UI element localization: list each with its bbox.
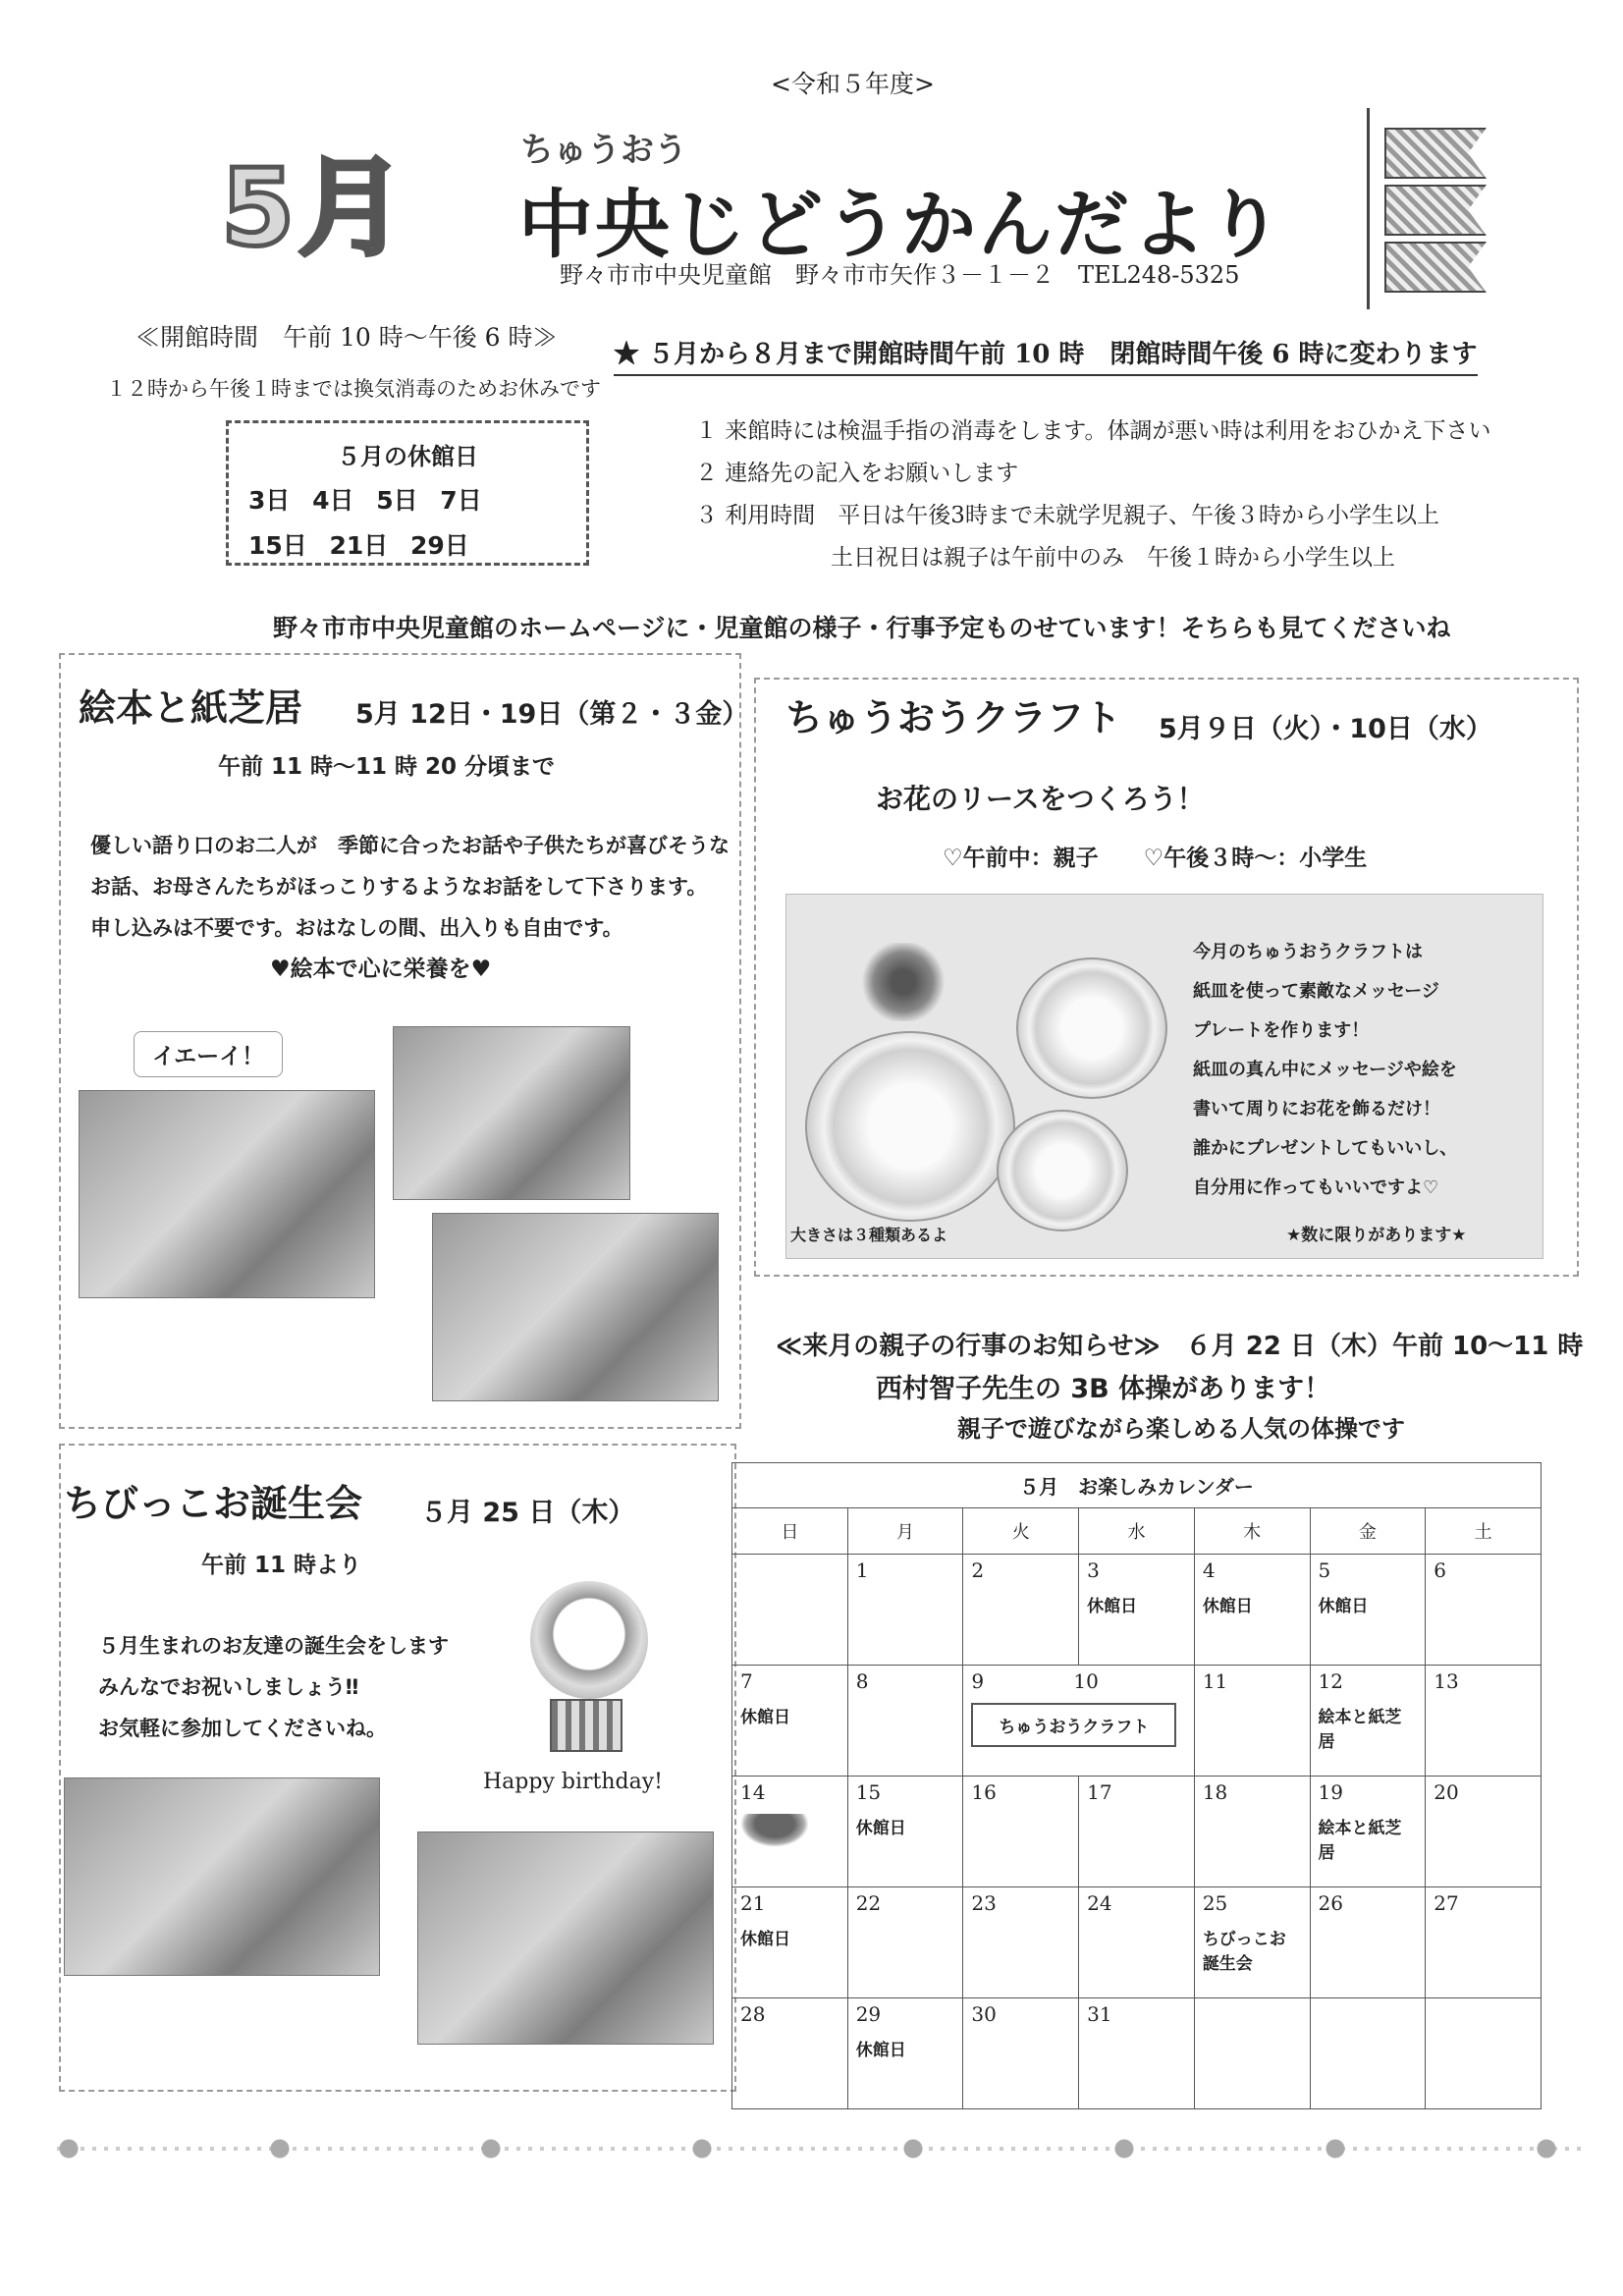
rule-item: 土日祝日は親子は午前中のみ 午後１時から小学生以上 — [831, 545, 1395, 571]
calendar-week-row — [732, 1777, 1542, 1887]
calendar-day-cell — [847, 1887, 963, 1998]
day-number: 4 — [1202, 1558, 1216, 1582]
craft-date: 5月９日（火）・10日（水） — [1159, 714, 1492, 744]
calendar-week-row — [732, 1887, 1542, 1998]
calendar-week-row — [732, 1998, 1542, 2109]
birthday-body-line: ５月生まれのお友達の誕生会をします — [98, 1634, 449, 1658]
weekday-header: 金 — [1310, 1508, 1426, 1555]
closed-days-row: 15日 21日 29日 — [248, 531, 469, 560]
calendar-day-cell — [1310, 1777, 1426, 1887]
day-number: 5 — [1318, 1558, 1331, 1582]
calendar-day-cell — [1310, 1998, 1426, 2109]
homepage-note: 野々市市中央児童館のホームページに・児童館の様子・行事予定ものせています！そちらも見てくださいね — [273, 614, 1451, 642]
calendar-day-cell — [847, 1666, 963, 1777]
birthday-body-line: みんなでお祝いしましょう‼ — [98, 1675, 359, 1699]
calendar-day-cell — [963, 1998, 1079, 2109]
calendar-day-cell — [1426, 1555, 1542, 1666]
carp-streamer-icon — [1384, 128, 1487, 179]
calendar-day-cell — [963, 1666, 1194, 1777]
birthday-photo — [417, 1831, 714, 2045]
wreath-image — [997, 1110, 1128, 1231]
craft-desc-line: 書いて周りにお花を飾るだけ！ — [1193, 1099, 1440, 1120]
flower-decoration — [859, 943, 947, 1021]
day-number: 27 — [1434, 1891, 1459, 1915]
calendar-day-cell — [732, 1887, 848, 1998]
calendar-week-row — [732, 1666, 1542, 1777]
ehon-time: 午前 11 時～11 時 20 分頃まで — [218, 754, 556, 780]
craft-targets: ♡午前中：親子 ♡午後３時～：小学生 — [943, 846, 1368, 871]
calendar-day-cell — [1426, 1666, 1542, 1777]
craft-desc-line: 紙皿の真ん中にメッセージや絵を — [1193, 1060, 1457, 1080]
calendar-day-cell — [1079, 1998, 1195, 2109]
birthday-title: ちびっこお誕生会 — [64, 1482, 363, 1525]
carp-streamer-pole — [1367, 108, 1370, 309]
calendar-weekday-row — [732, 1508, 1542, 1555]
craft-desc-line: プレートを作ります！ — [1193, 1020, 1370, 1041]
day-number: 9 — [971, 1669, 985, 1693]
rule-item: ２ 連絡先の記入をお願いします — [695, 461, 1019, 486]
day-event: 絵本と紙芝居 — [1318, 1708, 1402, 1752]
weekday-header: 火 — [963, 1508, 1079, 1555]
day-number: 16 — [971, 1780, 997, 1804]
calendar-day-cell — [732, 1998, 848, 2109]
birthday-photo — [64, 1777, 380, 1976]
craft-description — [1193, 933, 1457, 1208]
newsletter-title: 中央じどうかんだより — [518, 181, 1284, 268]
calendar-day-cell — [1194, 1777, 1310, 1887]
next-month-event: 西村智子先生の 3B 体操があります！ — [876, 1374, 1331, 1404]
craft-limit-note: ★数に限りがあります★ — [1286, 1226, 1467, 1245]
day-number: 13 — [1434, 1669, 1459, 1693]
calendar-day-cell — [1194, 1666, 1310, 1777]
day-number: 2 — [971, 1558, 985, 1582]
calendar-day-cell — [963, 1777, 1079, 1887]
wreath-image — [805, 1031, 1015, 1222]
craft-desc-line: 自分用に作ってもいいですよ♡ — [1193, 1177, 1439, 1198]
day-number: 22 — [855, 1891, 882, 1915]
carp-streamer-icon — [1384, 185, 1487, 236]
ehon-photo — [79, 1090, 375, 1298]
day-event: 休館日 — [855, 1819, 906, 1838]
gift-icon — [550, 1699, 622, 1752]
day-number: 25 — [1202, 1891, 1228, 1915]
calendar-title: ５月 お楽しみカレンダー — [731, 1462, 1542, 1507]
day-number: 23 — [971, 1891, 997, 1915]
calendar-day-cell — [732, 1777, 848, 1887]
calendar-day-cell — [1310, 1555, 1426, 1666]
day-number: 24 — [1087, 1891, 1112, 1915]
calendar-week-row — [732, 1555, 1542, 1666]
next-month-notice: ≪来月の親子の行事のお知らせ≫ ６月 22 日（木）午前 10～11 時 — [776, 1332, 1584, 1361]
day-number: 8 — [855, 1669, 869, 1693]
ehon-photo — [432, 1213, 719, 1401]
ehon-title: 絵本と紙芝居 — [79, 686, 303, 730]
calendar-day-cell — [963, 1887, 1079, 1998]
calendar-day-cell — [847, 1998, 963, 2109]
calendar-day-cell — [1194, 1887, 1310, 1998]
day-number: 21 — [740, 1891, 766, 1915]
calendar-day-cell — [732, 1666, 848, 1777]
day-event: 休館日 — [1087, 1597, 1138, 1616]
calendar-day-cell — [1194, 1998, 1310, 2109]
mascot-illustration — [530, 1581, 648, 1699]
calendar-day-cell — [1079, 1887, 1195, 1998]
address-line: 野々市市中央児童館 野々市市矢作３－１－２ TEL248-5325 — [560, 261, 1240, 289]
month-heading: 5月 — [221, 147, 409, 270]
day-number: 6 — [1434, 1558, 1446, 1582]
ehon-photo-callout: イエーイ！ — [134, 1031, 283, 1077]
craft-title: ちゅうおうクラフト — [785, 696, 1122, 739]
day-number: 11 — [1202, 1669, 1228, 1693]
ehon-photo — [393, 1026, 630, 1200]
fish-border-decoration — [49, 2129, 1581, 2168]
fiscal-year-label: <令和５年度> — [771, 70, 935, 98]
day-number: 18 — [1202, 1780, 1228, 1804]
weekday-header: 水 — [1079, 1508, 1195, 1555]
usage-rules — [695, 410, 1490, 579]
day-number: 7 — [740, 1669, 753, 1693]
craft-photo-caption: 大きさは３種類あるよ — [790, 1226, 948, 1244]
day-number: 14 — [740, 1780, 766, 1804]
day-event: 休館日 — [1202, 1597, 1253, 1616]
calendar-day-cell — [1079, 1555, 1195, 1666]
closed-days-row: 3日 4日 5日 7日 — [248, 486, 482, 515]
calendar-day-cell — [1079, 1777, 1195, 1887]
calendar-day-cell — [1426, 1998, 1542, 2109]
day-number: 3 — [1087, 1558, 1100, 1582]
ehon-date: 5月 12日・19日（第２・３金） — [355, 699, 749, 730]
day-number: 31 — [1087, 2002, 1112, 2026]
day-event: ちびっこお誕生会 — [1202, 1930, 1286, 1974]
happy-birthday-text: Happy birthday! — [483, 1770, 664, 1794]
weekday-header: 日 — [732, 1508, 848, 1555]
calendar-day-cell — [732, 1555, 848, 1666]
day-event: 休館日 — [740, 1930, 790, 1949]
craft-desc-line: 誰かにプレゼントしてもいいし、 — [1193, 1138, 1458, 1159]
ehon-body-line: 申し込みは不要です。おはなしの間、出入りも自由です。 — [90, 916, 623, 940]
hours-note: １２時から午後１時までは換気消毒のためお休みです — [106, 377, 601, 401]
day-number: 29 — [855, 2002, 882, 2026]
craft-event-tag: ちゅうおうクラフト — [971, 1703, 1176, 1747]
wreath-image — [1016, 957, 1167, 1099]
birthday-date: ５月 25 日（木） — [420, 1498, 635, 1528]
weekday-header: 月 — [847, 1508, 963, 1555]
calendar-day-cell — [847, 1555, 963, 1666]
rule-item: ３ 利用時間 平日は午後3時まで未就学児親子、午後３時から小学生以上 — [695, 503, 1439, 528]
calendar-day-cell — [963, 1555, 1079, 1666]
craft-subtitle: お花のリースをつくろう！ — [876, 783, 1205, 815]
day-number: 26 — [1318, 1891, 1343, 1915]
events-calendar — [731, 1462, 1542, 2109]
day-number: 1 — [855, 1558, 869, 1582]
calendar-day-cell — [847, 1777, 963, 1887]
next-month-description: 親子で遊びながら楽しめる人気の体操です — [957, 1415, 1405, 1443]
ehon-body — [90, 825, 738, 949]
calendar-day-cell — [1194, 1555, 1310, 1666]
birthday-body — [98, 1625, 449, 1749]
day-event: 休館日 — [855, 2041, 906, 2060]
carp-streamer-icon — [1384, 242, 1487, 293]
ehon-body-line: 優しい語り口のお二人が 季節に合ったお話や子供たちが喜びそうな — [90, 834, 730, 857]
weekday-header: 木 — [1194, 1508, 1310, 1555]
day-number: 15 — [855, 1780, 882, 1804]
day-event: 休館日 — [740, 1708, 790, 1727]
calendar-day-cell — [1310, 1887, 1426, 1998]
weekday-header: 土 — [1426, 1508, 1542, 1555]
day-number: 19 — [1318, 1780, 1343, 1804]
hours-change-notice: ★ ５月から８月まで開館時間午前 10 時 閉館時間午後 6 時に変わります — [614, 334, 1478, 376]
calendar-day-cell — [1310, 1666, 1426, 1777]
calendar-body — [732, 1555, 1542, 2109]
title-ruby: ちゅうおう — [520, 131, 687, 170]
day-number: 28 — [740, 2002, 766, 2026]
birthday-body-line: お気軽に参加してくださいね。 — [98, 1717, 387, 1740]
ehon-body-line: お話、お母さんたちがほっこりするようなお話をして下さります。 — [90, 875, 708, 899]
day-number: 30 — [971, 2002, 997, 2026]
craft-desc-line: 今月のちゅうおうクラフトは — [1193, 942, 1423, 962]
day-number: 10 — [1073, 1669, 1099, 1693]
day-event: 絵本と紙芝居 — [1318, 1819, 1402, 1863]
closed-days-title: ５月の休館日 — [337, 443, 478, 470]
day-event: 休館日 — [1318, 1597, 1369, 1616]
day-number: 12 — [1318, 1669, 1343, 1693]
day-number: 17 — [1087, 1780, 1112, 1804]
birthday-time: 午前 11 時より — [201, 1553, 362, 1578]
craft-desc-line: 紙皿を使って素敵なメッセージ — [1193, 981, 1439, 1002]
kabuto-icon — [740, 1814, 809, 1847]
day-number: 20 — [1434, 1780, 1459, 1804]
opening-hours: ≪開館時間 午前 10 時～午後 6 時≫ — [135, 323, 558, 352]
calendar-day-cell — [1426, 1777, 1542, 1887]
rule-item: １ 来館時には検温手指の消毒をします。体調が悪い時は利用をおひかえ下さい — [695, 418, 1491, 444]
ehon-slogan: ♥絵本で心に栄養を♥ — [270, 957, 492, 982]
closed-days-box — [226, 420, 589, 566]
calendar-day-cell — [1426, 1887, 1542, 1998]
